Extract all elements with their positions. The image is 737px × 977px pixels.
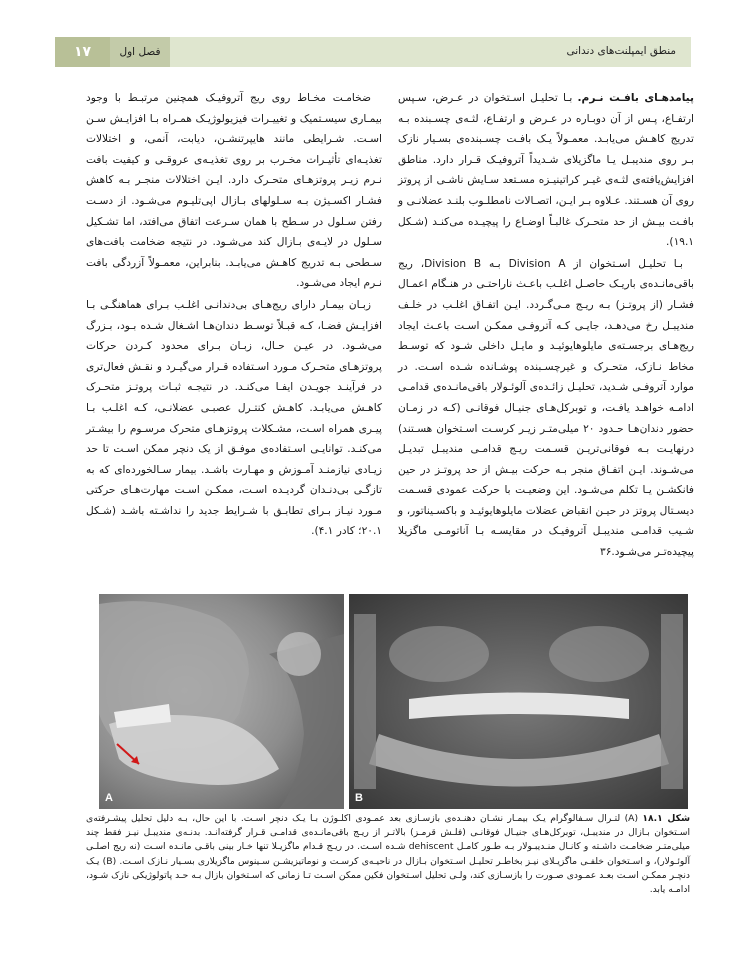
paragraph-body: بـا تحلیـل اسـتخوان در عـرض، سـپس ارتفـاع، پـس از آن دوبـاره در عـرض و ارتفـاع، لثـه‌ی چسـبنده بـه تدریج کاهـش می‌یابـد. معمـولاً یـک بافـت چسـبنده‌ی بسـیار نازک بـر روی مندیبـل یـا ماگزیلای شـدیداً آتروفیـک قـرار دارد. مناطق افزایش‌یافته‌ی لثـه‌ی غیـر کراتینیـزه مسـتعد سـایش ناشـی از پروتز روی آن هسـتند. عـلاوه بـر ایـن، اتصـالات نامطلـوب بلنـد عضلانـی و بافـت بیـش از حد متحـرک غالبـاً اوضـاع را پیچیـده می‌کنـد (شـکل ۱۹.۱). <box>398 92 694 249</box>
right-column <box>398 88 694 563</box>
paragraph: ضخامـت مخـاط روی ریج آتروفیـک همچنین مرتبـط با وجود بیمـاری سیسـتمیک و تغییـرات فیزیولوژیـک همـراه بـا افزایـش سـن اسـت. شـرایطی مانند هایپرتنشـن، دیابت، آنمی، و اختلالات تغذیـه‌ای تأثیـرات مخـرب بر روی تغذیـه‌ی عروقـی و کیفیت بافت نـرم زیـر پروتزهـای متحـرک دارد. ایـن اختلالات منجـر بـه کاهش فشـار اکسـیژن بـه سـلولهای بـازال اپی‌تلیـوم می‌شـود. از دسـت رفتن سـلول در سـطح با همان سـرعت اتفاق می‌افتد، اما تشـکیل سـلول در لایـه‌ی بـازال کند می‌شـود. در نتیجه ضخامت بافت‌های سـطحی بـه تدریج کاهـش می‌یابـد. بنابراین، معمـولاً آزردگی بافت نـرم ایجاد می‌شـود. <box>86 92 382 290</box>
panoramic-radiograph <box>349 594 688 809</box>
caption-text: (A) لتـرال سـفالوگرام یـک بیمـار نشـان دهنـده‌ی بازسـازی بعد عمـودی اکلـوژن بـا یـک دنچر اسـت. با این حال، بـه دلیل تحلیل پیشـرفته‌ی اسـتخوان بـازال در مندیبـل، توبرکل‌هـای جنیـال فوقانـی (فلـش قرمـز) بالاتـر از ریـج باقی‌مانـده‌ی قدامـی قـرار گرفته‌انـد. بدنـه‌ی مندیبـل نیـز فقط چند میلی‌متـر ضخامـت داشـته و کانـال منـدیبـولار بـه طـور کامـل dehiscent شـده اسـت. در ریـج قـدام ماگزیـلا تنها خـار بینی باقـی مانـده اسـت (نه ریج اصلـی آلوئـولار)، و اسـتخوان خلفـی ماگزیـلای نیـز بخاطـر تحلیـل اسـتخوان بـازال در ناحیـه‌ی کرسـت و نوماتیزیشـن سـینوس ماگزیلاری بسـیار نـازک اسـت. (B) یـک دنچـر ممکـن اسـت بعـد عمـودی صـورت را بازسـازی کند، ولـی تحلیل اسـتخوان فکین ممکن اسـت تـا زمانی که اسـتخوان بازال بـه حـد پاتولوژیکی نازک شـود، ادامـه یابد. <box>86 813 690 896</box>
figure-caption <box>86 812 690 897</box>
paragraph-lead: پیامدهـای بافـت نـرم. <box>577 92 694 104</box>
panel-label-b: B <box>355 792 363 804</box>
paragraph: زبـان بیمـار دارای ریج‌هـای بی‌دندانـی اغلـب بـرای هماهنگـی بـا افزایـش فضـا، کـه قبـلاً توسـط دندان‌هـا اشـغال شـده بـود، بـزرگ می‌شـود. در عیـن حـال، زبـان بـرای محدود کـردن حرکات پروتزهـای متحـرک مـورد اسـتفاده قـرار می‌گیـرد و نقـش فعال‌تری در فرآینـد جویـدن ایفـا می‌کنـد. در نتیجـه ثبـات پروتـز متحـرک کاهـش می‌یابـد. کاهـش کنتـرل عصبـی عضلانـی، کـه اغلـب بـا پیـری همراه اسـت، مشـکلات پروتزهـای متحرک مرسـوم را بیشـتر می‌کنـد. توانایـی اسـتفاده‌ی موفـق از یک دنچر ممکن اسـت تا حد زیـادی نیازمنـد آمـوزش و مهـارت باشـد. بیمار سـالخورده‌ای که به تازگـی بی‌دنـدان گردیـده اسـت، ممکـن اسـت مهارت‌هـای حرکتی مـورد نیـاز بـرای تطابـق با شـرایط جدید را نداشـته باشـد (شـکل ۲۰.۱؛ کادر ۴.۱). <box>86 298 382 538</box>
caption-label: شکل ۱۸.۱ <box>642 813 690 824</box>
paragraph: بـا تحلیـل اسـتخوان از Division A بـه Division B، ریج باقی‌مانـده‌ی باریـک حاصـل اغلـب باعـث ناراحتـی در هنـگام اعمـال فشـار (از پروتـز) بـه ریـج مـی‌گـردد. ایـن اتفـاق اغلـب در خلـف مندیبـل رخ می‌دهـد، جایـی کـه آتروفـی ممکـن اسـت باعـث ایجاد ریج‌هـای برجسـته‌ی مایلوهایوئیـد و مایـل داخلی شـود که توسـط مخاط نـازک، متحـرک و غیرچسـبنده پوشـانده شـده اسـت. در موارد آتروفـی شـدید، تحلیـل زائـده‌ی آلوئـولار باقی‌مانـده‌ی قدامـی ادامـه خواهـد یافـت، و توبرکل‌هـای جنیـال فوقانـی (کـه در زمـان حضور دندان‌هـا حـدود ۲۰ میلی‌متـر زیـر کرسـت اسـتخوان هسـتند) درنهایـت بـه فوقانی‌تریـن قسـمت ریـج قدامـی مندیبـل تبدیـل می‌شـوند. ایـن اتفـاق منجر بـه حرکت بیـش از حد پروتـز در حین فانکشـن یـا تکلم می‌شـود. این وضعیـت با حرکت عمودی قسـمت دیسـتال پروتز در حیـن انقباض عضلات مایلوهایوئیـد و باکسـیناتور، و شـیب قدامـی مندیبـل آتروفیـک در مقایسـه بـا آناتومـی ماگزیلا پیچیده‌تـر می‌شـود.۳۶ <box>398 257 694 559</box>
figure-panel-a <box>99 594 344 809</box>
book-title: منطق ایمپلنت‌های دندانی <box>566 45 676 57</box>
cephalogram-radiograph <box>99 594 344 809</box>
panel-label-a: A <box>105 792 113 804</box>
left-column <box>86 88 382 542</box>
paragraph <box>398 88 694 253</box>
running-header <box>55 37 691 67</box>
chapter-label: فصل اول <box>110 37 170 67</box>
figure-panel-b <box>349 594 688 809</box>
page-number: ۱۷ <box>55 37 110 67</box>
